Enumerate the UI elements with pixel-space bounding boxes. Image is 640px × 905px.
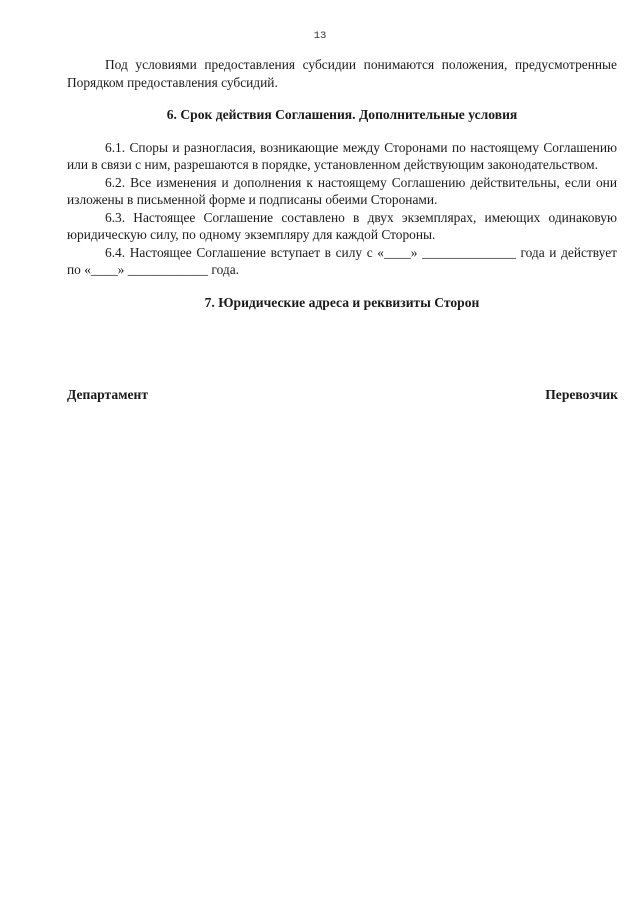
document-body bbox=[67, 56, 617, 311]
section-7-heading: 7. Юридические адреса и реквизиты Сторон bbox=[204, 294, 480, 310]
clause-6-4: 6.4. Настоящее Соглашение вступает в силу с «____» ______________ года и действует по «____» ____________ года. bbox=[67, 244, 617, 277]
party-carrier: Перевозчик bbox=[545, 387, 618, 402]
intro-paragraph: Под условиями предоставления субсидии понимаются положения, предусмотренные Порядком предоставления субсидий. bbox=[67, 57, 617, 90]
party-department: Департамент bbox=[67, 387, 149, 402]
section-6-heading: 6. Срок действия Соглашения. Дополнительные условия bbox=[166, 107, 518, 122]
clause-6-2: 6.2. Все изменения и дополнения к настоящему Соглашению действительны, если они изложены в письменной форме и подписаны обеими Сторонами. bbox=[67, 174, 617, 207]
clause-6-3: 6.3. Настоящее Соглашение составлено в двух экземплярах, имеющих одинаковую юридическую силу, по одному экземпляру для каждой Стороны. bbox=[67, 209, 617, 242]
clause-6-1: 6.1. Споры и разногласия, возникающие между Сторонами по настоящему Соглашению или в связи с ним, разрешаются в порядке, установленном действующим законодательством. bbox=[67, 139, 617, 172]
page-number: 13 bbox=[313, 30, 327, 42]
signature-block bbox=[67, 386, 618, 404]
